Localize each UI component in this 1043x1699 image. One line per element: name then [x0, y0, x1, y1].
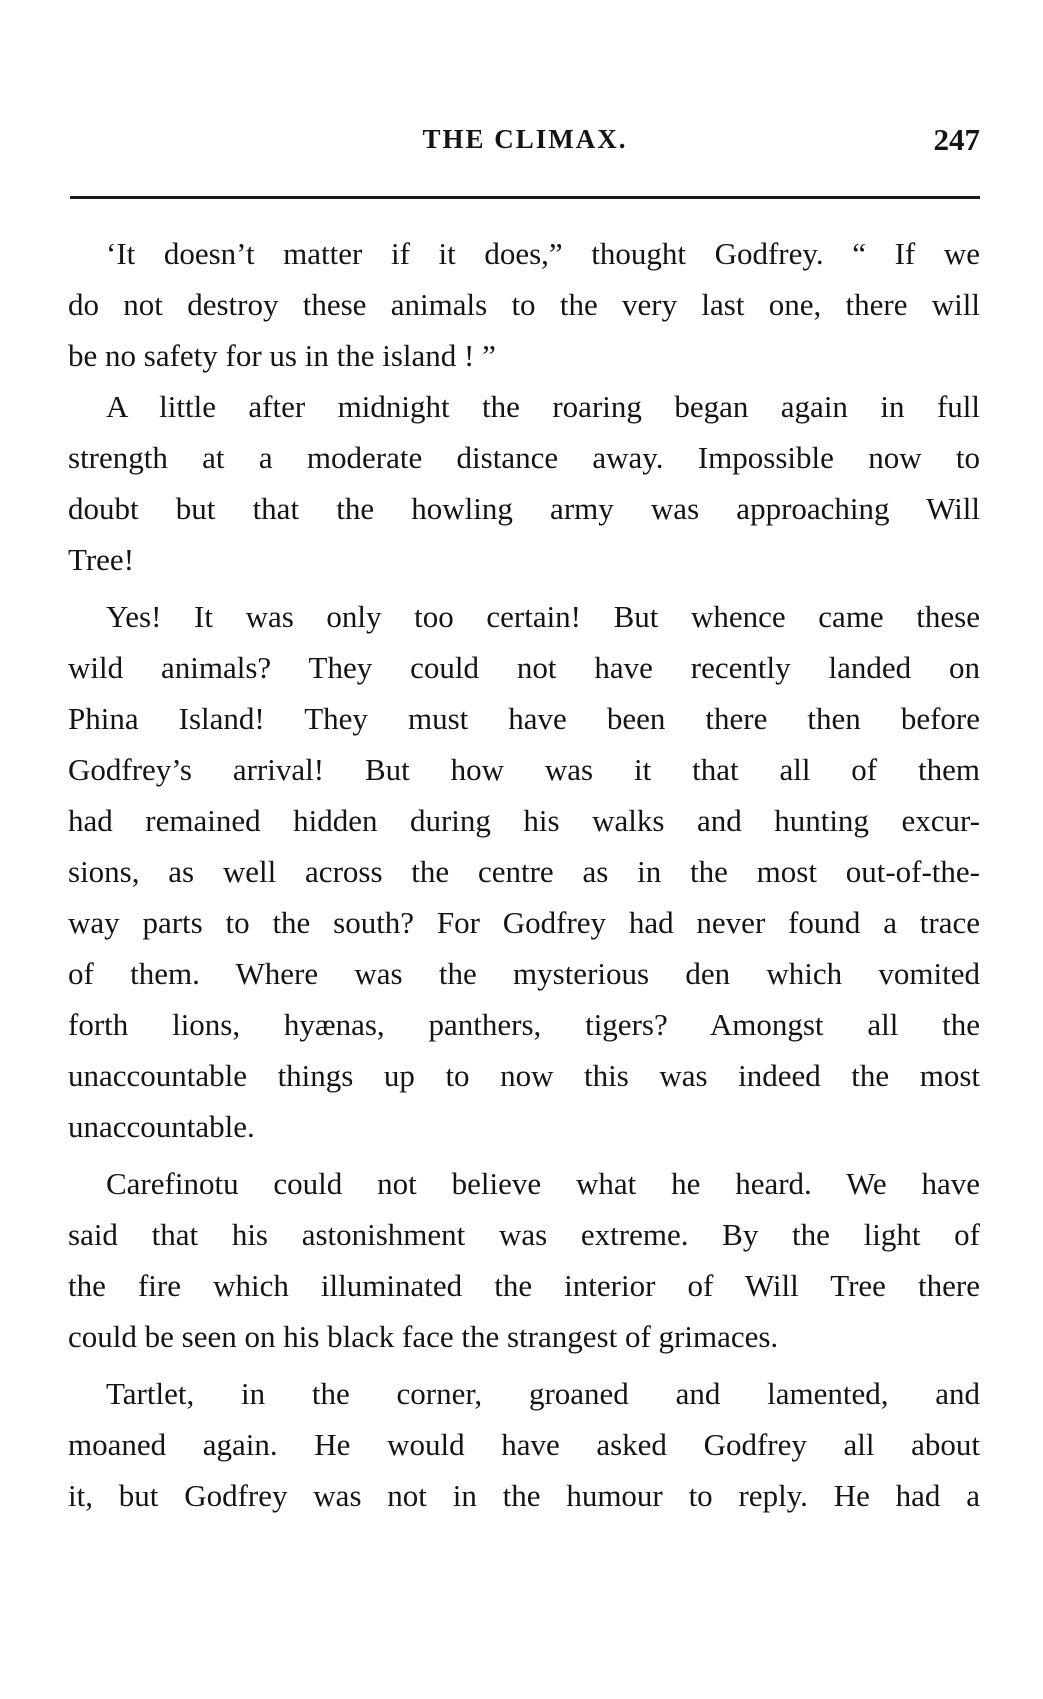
page-header [70, 124, 980, 164]
text-line: strength at a moderate distance away. Impossible now to [68, 440, 980, 475]
running-title: THE CLIMAX. [422, 124, 628, 154]
text-line: ‘It doesn’t matter if it does,” thought Godfrey. “ If we [106, 236, 980, 271]
text-line: doubt but that the howling army was approaching Will [68, 491, 980, 526]
text-line: of them. Where was the mysterious den which vomited [68, 956, 980, 991]
text-line: could be seen on his black face the strangest of grimaces. [68, 1319, 779, 1354]
text-line: had remained hidden during his walks and hunting excur- [68, 803, 980, 838]
text-line: wild animals? They could not have recently landed on [68, 650, 980, 685]
paragraph [68, 381, 980, 585]
text-line: unaccountable things up to now this was indeed the most [68, 1058, 980, 1093]
text-line: it, but Godfrey was not in the humour to reply. He had a [68, 1478, 980, 1513]
text-line: Tree! [68, 542, 135, 577]
text-line: way parts to the south? For Godfrey had never found a trace [68, 905, 980, 940]
text-line: unaccountable. [68, 1109, 255, 1144]
text-line: Yes! It was only too certain! But whence came these [106, 599, 980, 634]
text-line: sions, as well across the centre as in the most out-of-the- [68, 854, 980, 889]
paragraph [68, 228, 980, 381]
text-line: Tartlet, in the corner, groaned and lamented, and [106, 1376, 980, 1411]
paragraph [68, 1158, 980, 1362]
text-line: forth lions, hyænas, panthers, tigers? Amongst all the [68, 1007, 980, 1042]
page-number: 247 [933, 122, 980, 157]
text-line: be no safety for us in the island ! ” [68, 338, 496, 373]
text-line: Godfrey’s arrival! But how was it that all of them [68, 752, 980, 787]
text-line: said that his astonishment was extreme. By the light of [68, 1217, 980, 1252]
paragraph [68, 1368, 980, 1521]
paragraph [68, 591, 980, 1152]
text-line: A little after midnight the roaring began again in full [106, 389, 980, 424]
text-line: the fire which illuminated the interior of Will Tree there [68, 1268, 980, 1303]
text-line: moaned again. He would have asked Godfrey all about [68, 1427, 980, 1462]
text-line: do not destroy these animals to the very last one, there will [68, 287, 980, 322]
text-line: Phina Island! They must have been there then before [68, 701, 980, 736]
text-line: Carefinotu could not believe what he heard. We have [106, 1166, 980, 1201]
header-rule [70, 196, 980, 199]
body-text [68, 228, 980, 1521]
